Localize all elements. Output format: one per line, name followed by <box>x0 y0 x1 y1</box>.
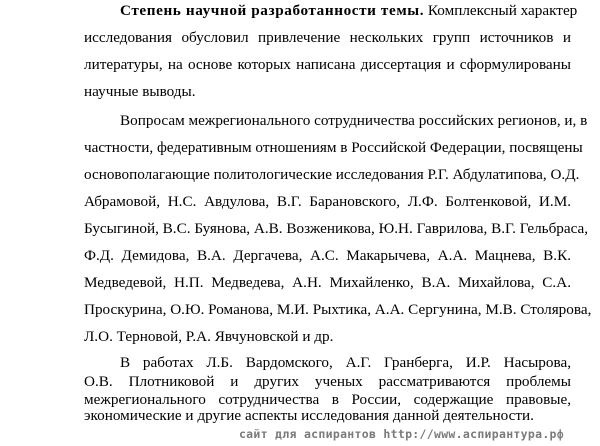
paragraph-2-line-8: Проскурина, О.Ю. Романова, М.И. Рыхтика, А.А. Сергунина, М.В. Столярова, <box>84 301 592 318</box>
paragraph-1-line-4: научные выводы. <box>84 83 196 100</box>
paragraph-1-line-3: литературы, на основе которых написана диссертация и сформулированы <box>84 56 571 73</box>
paragraph-2-line-6: Ф.Д. Демидова, В.А. Дергачева, А.С. Макарычева, А.А. Мацнева, В.К. <box>84 247 571 264</box>
paragraph-3-line-3: межрегионального сотрудничества в России, содержащие правовые, <box>84 391 571 408</box>
paragraph-2-line-7: Медведевой, Н.П. Медведева, А.Н. Михайленко, В.А. Михайлова, С.А. <box>84 274 571 291</box>
site-watermark: сайт для аспирантов http://www.аспирантура.рф <box>238 427 564 441</box>
paragraph-3-line-2: О.В. Плотниковой и других ученых рассматриваются проблемы <box>84 373 571 390</box>
paragraph-2-line-2: частности, федеративным отношениям в Российской Федерации, посвящены <box>84 139 583 156</box>
paragraph-1-text-start: Комплексный характер <box>424 2 578 19</box>
paragraph-2-line-3: основополагающие политологические исследования Р.Г. Абдулатипова, О.Д. <box>84 166 580 183</box>
paragraph-3-line-1: В работах Л.Б. Вардомского, А.Г. Гранберга, И.Р. Насырова, <box>120 354 571 371</box>
paragraph-2-line-1: Вопросам межрегионального сотрудничества российских регионов, и, в <box>120 112 588 129</box>
paragraph-1-line-1 <box>120 0 578 22</box>
paragraph-2-line-4: Абрамовой, Н.С. Авдулова, В.Г. Барановского, Л.Ф. Болтенковой, И.М. <box>84 193 571 210</box>
paragraph-2-line-9: Л.О. Терновой, Р.А. Явчуновской и др. <box>84 328 334 345</box>
paragraph-1-line-2: исследования обусловил привлечение нескольких групп источников и <box>84 29 571 46</box>
paragraph-2-line-5: Бусыгиной, В.С. Буянова, А.В. Возженикова, Ю.Н. Гаврилова, В.Г. Гельбраса, <box>84 220 589 237</box>
section-heading: Степень научной разработанности темы. <box>120 2 425 19</box>
paragraph-3-line-4: экономические и другие аспекты исследования данной деятельности. <box>84 407 534 424</box>
